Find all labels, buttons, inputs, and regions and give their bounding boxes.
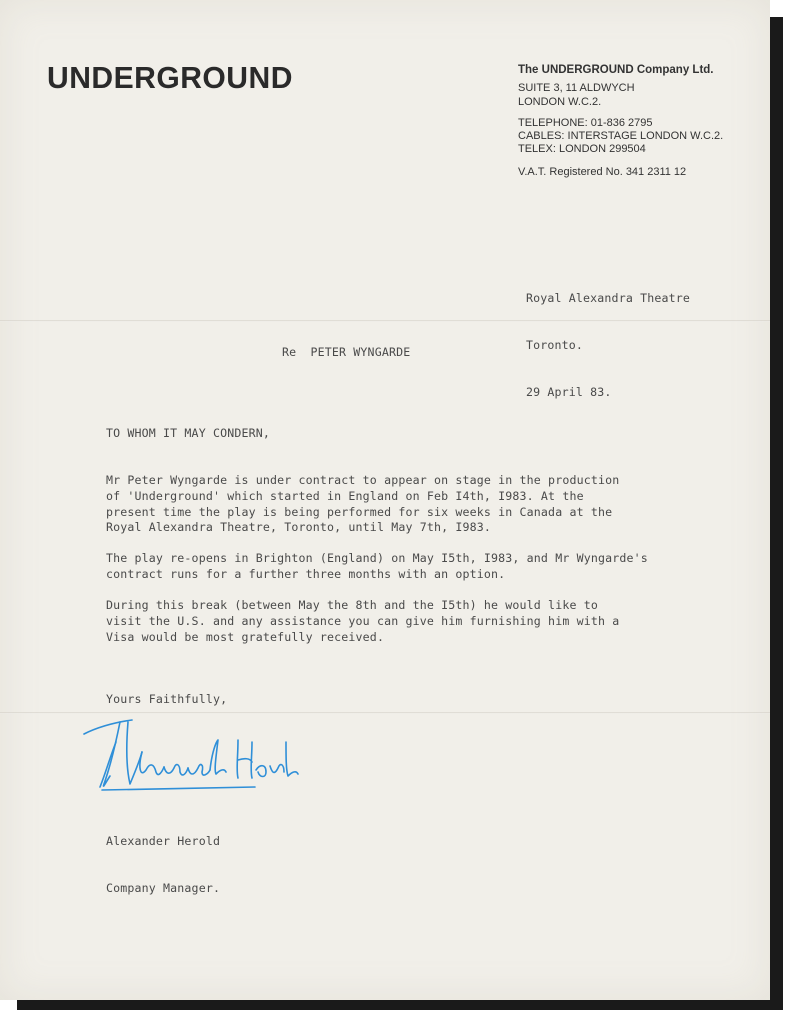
closing: Yours Faithfully, [106, 692, 228, 706]
subject-line: Re PETER WYNGARDE [282, 345, 411, 359]
address-line: SUITE 3, 11 ALDWYCH [518, 82, 635, 95]
company-name: The UNDERGROUND Company Ltd. [518, 64, 714, 76]
body-paragraph-3: During this break (between May the 8th and the I5th) he would like to visit the U.S. and any assistance you can give him furnishing him with a Visa would be most gratefully received. [106, 598, 620, 644]
signer-name: Alexander Herold [106, 833, 221, 848]
body-paragraph-1: Mr Peter Wyngarde is under contract to appear on stage in the production of 'Underground' which started in England on Feb I4th, I983. At the present time the play is being performed for six weeks in Canada at the Royal Alexandra Theatre, Toronto, until May 7th, I983. [106, 473, 620, 535]
sender-city: Toronto. [526, 337, 584, 352]
company-logo: UNDERGROUND [47, 60, 293, 95]
telephone-line: TELEPHONE: 01-836 2795 [518, 116, 653, 129]
sender-venue: Royal Alexandra Theatre [526, 290, 690, 305]
body-paragraph-2: The play re-opens in Brighton (England) on May I5th, I983, and Mr Wyngarde's contract runs for a further three months with an option. [106, 551, 648, 581]
cables-line: CABLES: INTERSTAGE LONDON W.C.2. [518, 130, 724, 143]
sender-address-block [526, 259, 690, 433]
salutation: TO WHOM IT MAY CONDERN, [106, 426, 270, 440]
signer-block [106, 802, 220, 928]
address-line: LONDON W.C.2. [518, 95, 602, 108]
signer-title: Company Manager. [106, 880, 221, 895]
telex-line: TELEX: LONDON 299504 [518, 143, 646, 156]
company-letterhead [518, 64, 723, 179]
letter-date: 29 April 83. [526, 385, 612, 400]
handwritten-signature [80, 712, 310, 802]
vat-number: V.A.T. Registered No. 341 2311 12 [518, 165, 687, 178]
